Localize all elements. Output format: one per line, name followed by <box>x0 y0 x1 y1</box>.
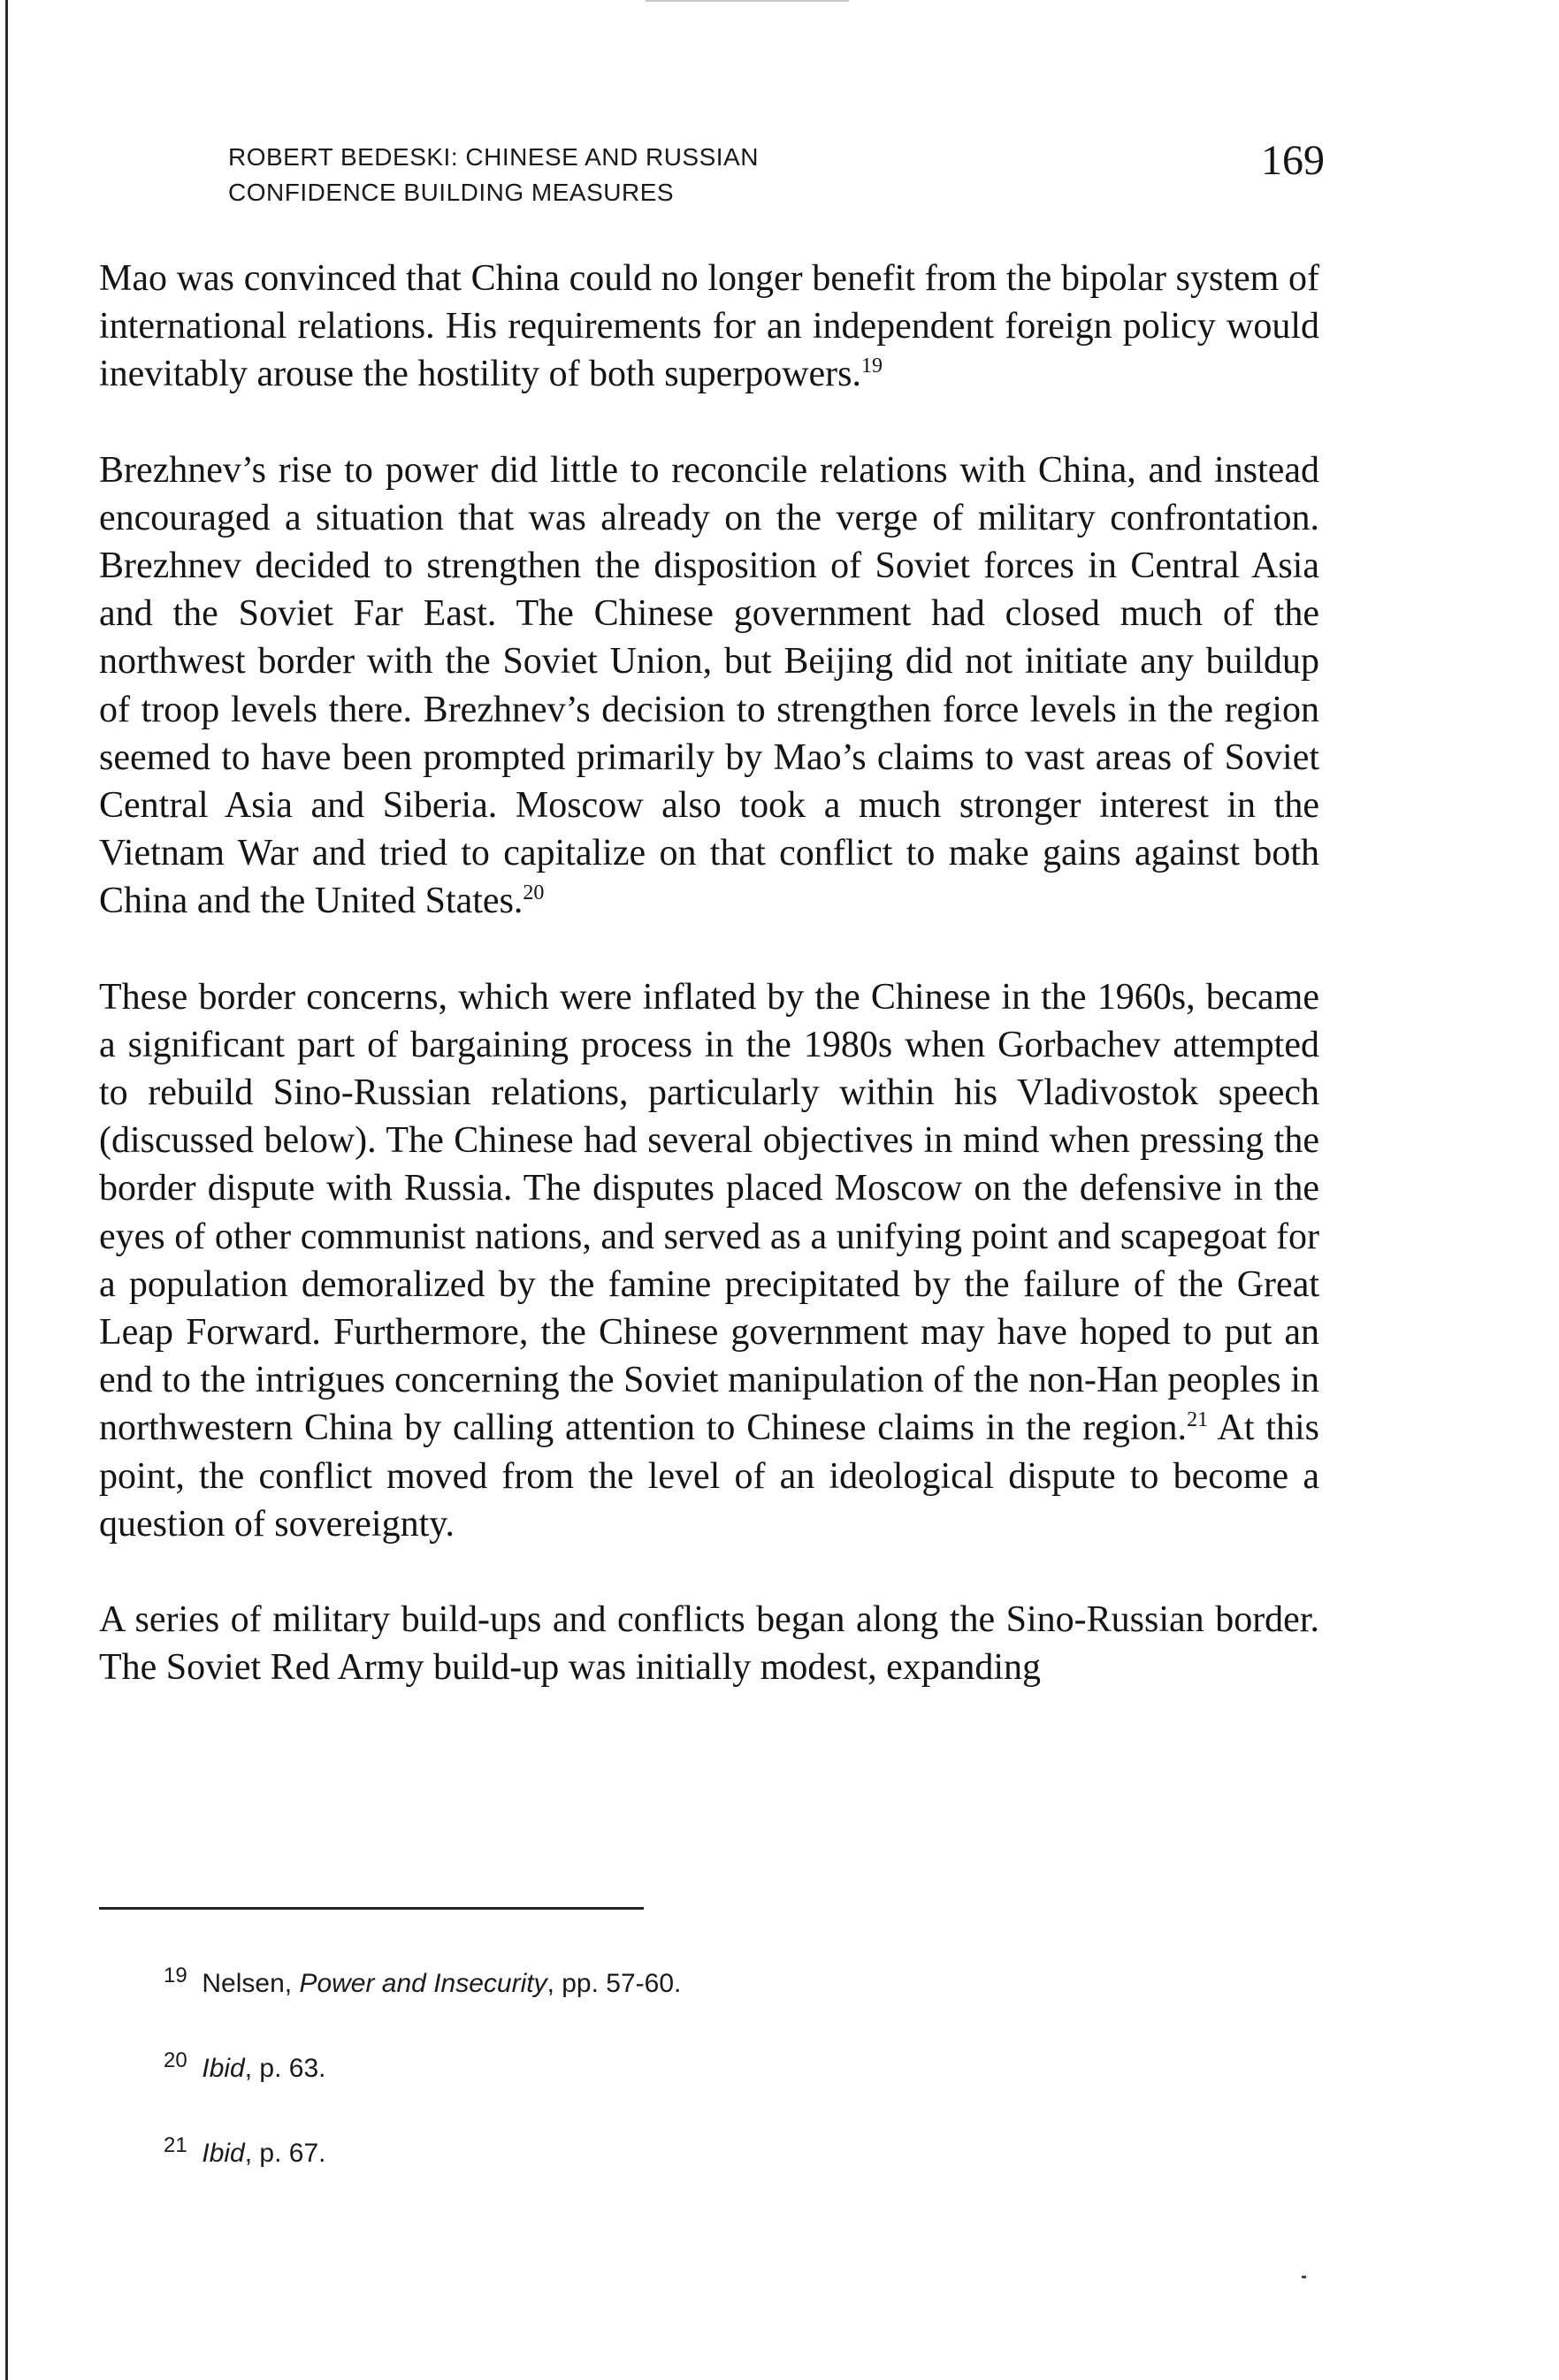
running-head-author-title: ROBERT BEDESKI: CHINESE AND RUSSIAN <box>228 143 759 171</box>
paragraph-text: A series of military build-ups and conflicts began along the Sino-Russian border. The Soviet Red Army build-up was initially modest, expanding <box>99 1599 1319 1689</box>
footnote-number: 20 <box>164 2048 187 2072</box>
paragraph-text-continued: At this point, the conflict moved from the level of an ideological dispute to become a question of sovereignty. <box>99 1407 1319 1545</box>
paragraph-1 <box>99 255 1319 399</box>
body-text <box>99 255 1319 1739</box>
paragraph-3 <box>99 973 1319 1548</box>
footnote-title: Ibid <box>202 2054 245 2083</box>
page-header <box>228 137 1325 210</box>
footnote-pages: , pp. 57-60. <box>546 1969 682 1998</box>
footnote-ref-21[interactable]: 21 <box>1187 1408 1209 1432</box>
page-number: 169 <box>1261 137 1325 184</box>
footnote-number: 21 <box>164 2133 187 2157</box>
footnote-21 <box>164 2133 1225 2171</box>
footnote-pages: , p. 67. <box>244 2139 326 2168</box>
footnote-separator <box>99 1907 644 1910</box>
footnote-title: Power and Insecurity <box>299 1969 547 1998</box>
footnote-19 <box>164 1966 1225 2002</box>
paragraph-2 <box>99 446 1319 926</box>
paragraph-text: Mao was convinced that China could no longer benefit from the bipolar system of international relations. His requirements for an independent foreign policy would inevitably arouse the hostility of both superpowers. <box>99 258 1319 395</box>
paragraph-text: These border concerns, which were inflated by the Chinese in the 1960s, became a significant part of bargaining process in the 1980s when Gorbachev attempted to rebuild Sino-Russian relations, particularly within his Vladivostok speech (discussed below). The Chinese had several objectives in mind when pressing the border dispute with Russia. The disputes placed Moscow on the defensive in the eyes of other communist nations, and served as a unifying point and scapegoat for a population demoralized by the famine precipitated by the failure of the Great Leap Forward. Furthermore, the Chinese government may have hoped to put an end to the intrigues concerning the Soviet manipulation of the non-Han peoples in northwestern China by calling attention to Chinese claims in the region. <box>99 976 1319 1449</box>
footnote-ref-20[interactable]: 20 <box>523 881 545 905</box>
paragraph-text: Brezhnev’s rise to power did little to reconcile relations with China, and instead encouraged a situation that was already on the verge of military confrontation. Brezhnev decided to strengthen the disposition of Soviet forces in Central Asia and the Soviet Far East. The Chinese government had closed much of the northwest border with the Soviet Union, but Beijing did not initiate any buildup of troop levels there. Brezhnev’s decision to strengthen force levels in the region seemed to have been prompted primarily by Mao’s claims to vast areas of Soviet Central Asia and Siberia. Moscow also took a much stronger interest in the Vietnam War and tried to capitalize on that conflict to make gains against both China and the United States. <box>99 449 1319 922</box>
footnote-title: Ibid <box>202 2139 245 2168</box>
footnote-pages: , p. 63. <box>244 2054 326 2083</box>
scan-top-mark <box>646 0 849 2</box>
footnotes <box>164 1966 1225 2221</box>
paragraph-4 <box>99 1596 1319 1691</box>
scan-speck <box>1302 2276 1306 2278</box>
running-head <box>228 137 1325 210</box>
running-head-subtitle: CONFIDENCE BUILDING MEASURES <box>228 179 675 206</box>
footnote-text: Nelsen, <box>202 1969 300 1998</box>
footnote-20 <box>164 2048 1225 2086</box>
page-edge-rule <box>5 0 8 2380</box>
footnote-number: 19 <box>164 1964 187 1987</box>
footnote-ref-19[interactable]: 19 <box>861 355 883 378</box>
